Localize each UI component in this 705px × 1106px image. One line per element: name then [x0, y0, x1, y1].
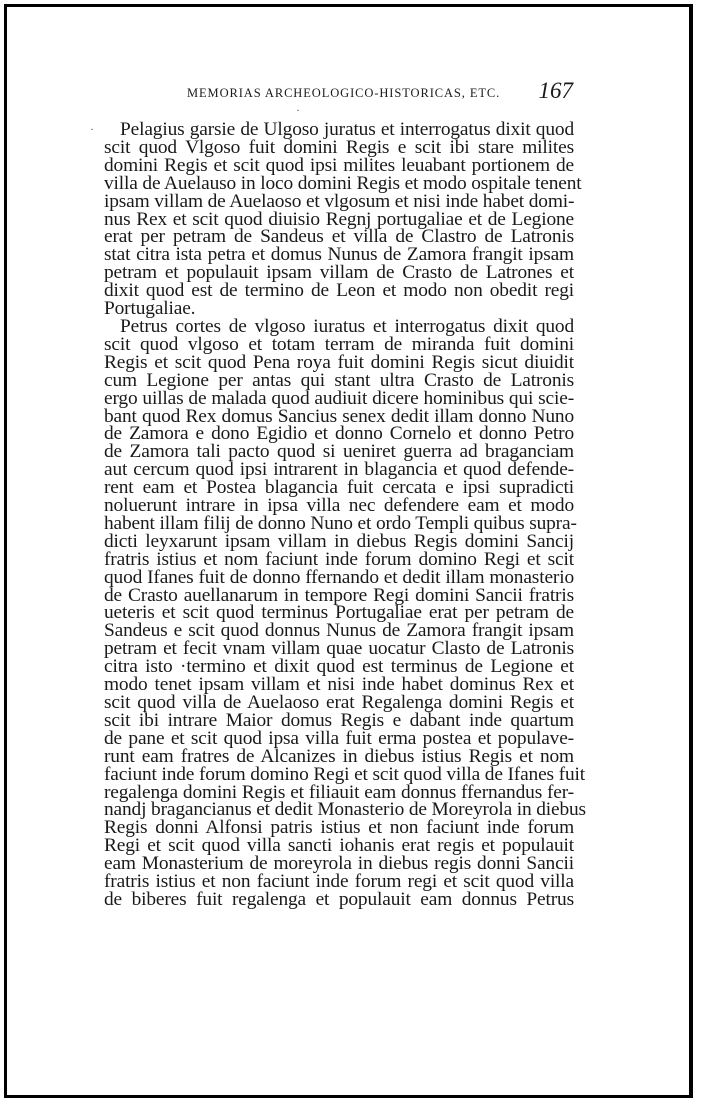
text-line: scit quod vlgoso et totam terram de miranda fuit domini	[104, 333, 574, 355]
text-line: fratris istius et nom faciunt inde forum domino Regi et scit	[104, 548, 574, 570]
text-line: ueteris et scit quod terminus Portugaliae erat per petram de	[104, 602, 574, 624]
text-line: scit quod villa de Auelaoso erat Regalenga domini Regis et	[104, 692, 574, 713]
ink-speck: ·	[296, 103, 300, 117]
text-line: de biberes fuit regalenga et populauit eam donnus Petrus	[104, 888, 574, 910]
text-line: petram et fecit vnam villam quae uocatur Clasto de Latronis	[104, 638, 574, 660]
text-line: Portugaliae.	[104, 298, 196, 320]
text-line: habent illam filij de donno Nuno et ordo Templi quibus supra-	[104, 512, 577, 534]
text-line: bant quod Rex domus Sancius senex dedit illam donno Nuno	[104, 405, 574, 427]
text-line: scit ibi intrare Maior domus Regis e dabant inde quartum	[104, 709, 574, 731]
page-number: 167	[538, 78, 573, 103]
text-line: de Zamora e dono Egidio et donno Cornelo et donno Petro	[104, 423, 574, 445]
text-line: domini Regis et scit quod ipsi milites leuabant portionem de	[104, 154, 574, 176]
text-line: Regis donni Alfonsi patris istius et non faciunt inde forum	[104, 817, 574, 839]
text-line: citra isto ·termino et dixit quod est terminus de Legione et	[104, 656, 574, 678]
text-line: dixit quod est de termino de Leon et modo non obedit regi	[104, 280, 574, 302]
text-line: nus Rex et scit quod diuisio Regnj portugaliae et de Legione	[104, 208, 574, 230]
document-body	[104, 119, 586, 910]
text-line: dicti leyxarunt ipsam villam in diebus Regis domini Sancij	[104, 530, 574, 552]
ink-speck: ·	[90, 122, 94, 136]
text-line: quod Ifanes fuit de donno ffernando et dedit illam monasterio	[104, 566, 574, 588]
text-line: Regis et scit quod Pena roya fuit domini Regis sicut diuidit	[104, 351, 574, 373]
text-line: fratris istius et non faciunt inde forum regi et scit quod villa	[104, 871, 574, 893]
text-line: nandj bragancianus et dedit Monasterio de Moreyrola in diebus	[104, 799, 586, 821]
text-line: Regi et scit quod villa sancti iohanis erat regis et populauit	[104, 835, 574, 857]
text-line: regalenga domini Regis et filiauit eam donnus ffernandus fer-	[104, 781, 574, 803]
text-line: modo tenet ipsam villam et nisi inde habet dominus Rex et	[104, 674, 574, 696]
text-line: de Zamora tali pacto quod si ueniret guerra ad braganciam	[104, 441, 574, 463]
text-line: stat citra ista petra et domus Nunus de Zamora frangit ipsam	[104, 244, 574, 266]
text-line: ergo uillas de malada quod audiuit dicere hominibus qui scie-	[104, 387, 574, 409]
text-line: aut cercum quod ipsi intrarent in blagancia et quod defende-	[104, 459, 574, 481]
text-line: ipsam villam de Auelaoso et vlgosum et nisi inde habet domi-	[104, 190, 575, 212]
paragraph	[104, 119, 582, 320]
text-line: cum Legione per antas qui stant ultra Crasto de Latronis	[104, 369, 574, 391]
text-line: faciunt inde forum domino Regi et scit quod villa de Ifanes fuit	[104, 763, 585, 785]
text-line: villa de Auelauso in loco domini Regis et modo ospitale tenent	[104, 172, 582, 194]
text-line: rent eam et Postea blagancia fuit cercata e ipsi supradicti	[104, 477, 574, 499]
running-head	[105, 78, 573, 106]
text-line: de Crasto auellanarum in tempore Regi domini Sancii fratris	[104, 584, 574, 606]
text-line: Sandeus e scit quod donnus Nunus de Zamora frangit ipsam	[104, 620, 574, 642]
text-line: de pane et scit quod ipsa villa fuit erma postea et populave-	[104, 727, 574, 749]
text-line: erat per petram de Sandeus et villa de Clastro de Latronis	[104, 226, 574, 248]
running-title: MEMORIAS ARCHEOLOGICO-HISTORICAS, ETC.	[187, 86, 501, 100]
paragraph	[104, 315, 586, 910]
text-line: Pelagius garsie de Ulgoso juratus et interrogatus dixit quod	[120, 119, 574, 140]
text-line: eam Monasterium de moreyrola in diebus regis donni Sancii	[104, 853, 574, 875]
text-line: Petrus cortes de vlgoso iuratus et interrogatus dixit quod	[120, 315, 574, 337]
text-line: runt eam fratres de Alcanizes in diebus istius Regis et nom	[104, 745, 574, 767]
text-line: noluerunt intrare in ipsa villa nec defendere eam et modo	[104, 495, 574, 517]
text-line: scit quod Vlgoso fuit domini Regis e scit ibi stare milites	[104, 136, 574, 158]
text-line: petram et populauit ipsam villam de Crasto de Latrones et	[104, 262, 574, 284]
